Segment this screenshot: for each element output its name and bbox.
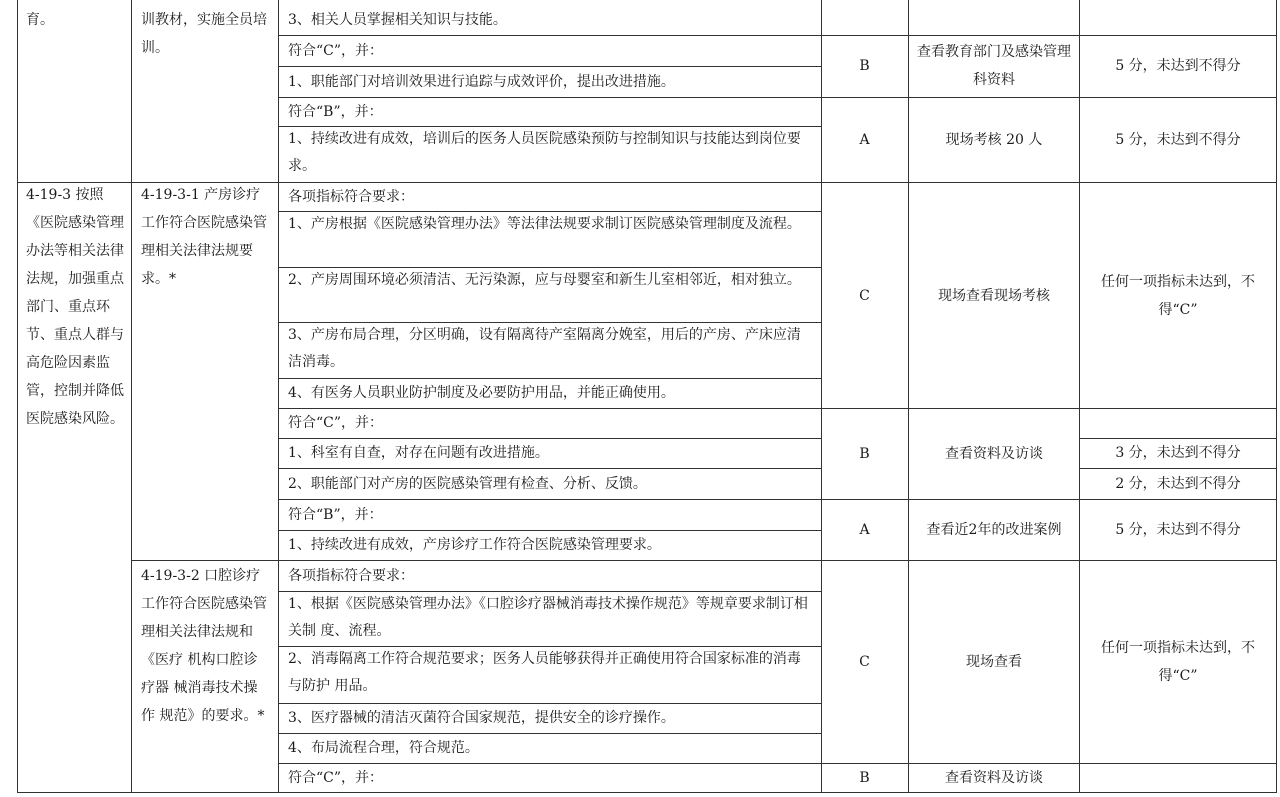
req-row: 1、产房根据《医院感染管理办法》等法律法规要求制订医院感染管理制度及流程。 xyxy=(288,216,801,232)
grid-line xyxy=(821,0,822,793)
score-cell: 任何一项指标未达到，不得“C” xyxy=(1101,640,1255,684)
grid-line xyxy=(17,0,18,793)
grid-line xyxy=(278,378,822,379)
score-cell: 5 分，未达到不得分 xyxy=(1115,131,1241,148)
grid-line xyxy=(278,646,822,647)
grade-cell: C xyxy=(859,654,870,670)
req-row: 4、布局流程合理，符合规范。 xyxy=(288,740,479,756)
req-row: 1、根据《医院感染管理办法》《口腔诊疗器械消毒技术操作规范》等规章要求制订相关制 度、流程。 xyxy=(288,596,808,639)
grid-line xyxy=(278,211,822,212)
method-cell: 查看资料及访谈 xyxy=(945,770,1043,786)
req-row: 各项指标符合要求： xyxy=(288,189,414,205)
grade-cell: C xyxy=(859,287,870,304)
grid-line xyxy=(278,322,822,323)
req-row: 符合“C”，并： xyxy=(288,42,384,59)
score-cell: 5 分，未达到不得分 xyxy=(1115,58,1241,74)
req-row: 1、持续改进有成效，产房诊疗工作符合医院感染管理要求。 xyxy=(288,537,661,553)
method-cell: 现场考核 20 人 xyxy=(945,131,1043,148)
req-row: 1、科室有自查，对存在问题有改进措施。 xyxy=(288,445,549,461)
method-cell: 现场查看 xyxy=(966,654,1022,670)
grid-line xyxy=(17,792,1277,793)
grid-line xyxy=(278,468,822,469)
grid-line xyxy=(278,530,822,531)
grid-line xyxy=(1079,438,1277,439)
grade-cell: A xyxy=(859,131,870,148)
grid-line xyxy=(278,35,1277,36)
req-row: 2、产房周围环境必须清洁、无污染源，应与母婴室和新生儿室相邻近，相对独立。 xyxy=(288,272,801,288)
grid-line xyxy=(131,560,1277,561)
req-row: 符合“C”，并： xyxy=(288,770,384,786)
grid-line xyxy=(1276,0,1277,793)
grid-line xyxy=(908,0,909,793)
req-row: 符合“C”，并： xyxy=(288,415,384,431)
section1-col2-text: 训教材，实施全员培训。 xyxy=(141,12,267,56)
grade-cell: B xyxy=(859,58,870,74)
grid-line xyxy=(278,97,1277,98)
req-row: 1、持续改进有成效，培训后的医务人员医院感染预防与控制知识与技能达到岗位要求。 xyxy=(288,131,801,174)
item1-col2-text: 4-19-3-1 产房诊疗工作符合医院感染管理相关法律法规要求。* xyxy=(141,187,267,287)
req-row: 1、职能部门对培训效果进行追踪与成效评价，提出改进措施。 xyxy=(288,73,675,90)
grid-line xyxy=(131,0,132,793)
method-cell: 现场查看现场考核 xyxy=(938,287,1050,304)
grid-line xyxy=(278,438,822,439)
grid-line xyxy=(278,763,1277,764)
req-row: 各项指标符合要求： xyxy=(288,568,414,584)
grid-line xyxy=(278,66,822,67)
req-row: 2、职能部门对产房的医院感染管理有检查、分析、反馈。 xyxy=(288,475,647,492)
req-row: 2、消毒隔离工作符合规范要求；医务人员能够获得并正确使用符合国家标准的消毒与防护 用品。 xyxy=(288,651,801,694)
grid-line xyxy=(278,126,822,127)
grid-line xyxy=(278,267,822,268)
item2-col2-text: 4-19-3-2 口腔诊疗工作符合医院感染管理相关法律法规和《医疗 机构口腔诊疗器 械消毒技术操作 规范》的要求。* xyxy=(141,568,267,724)
grid-line xyxy=(17,182,1277,183)
score-cell: 任何一项指标未达到，不得“C” xyxy=(1101,273,1255,318)
score-cell: 5 分，未达到不得分 xyxy=(1115,521,1241,538)
grid-line xyxy=(278,733,822,734)
grid-line xyxy=(278,499,1277,500)
score-cell: 2 分，未达到不得分 xyxy=(1115,475,1241,492)
grid-line xyxy=(278,703,822,704)
req-row: 3、医疗器械的清洁灭菌符合国家规范，提供安全的诊疗操作。 xyxy=(288,710,675,726)
grid-line xyxy=(278,408,1277,409)
req-row: 符合“B”，并： xyxy=(288,103,383,120)
grid-line xyxy=(278,591,822,592)
method-cell: 查看近2年的改进案例 xyxy=(926,521,1062,538)
req-row: 3、产房布局合理，分区明确，设有隔离待产室隔离分娩室，用后的产房、产床应清洁消毒。 xyxy=(288,327,801,370)
section2-col1-text: 4-19-3 按照《医院感染管理办法等相关法律法规，加强重点部门、重点环节、重点人群与高危险因素监管，控制并降低医院感染风险。 xyxy=(26,187,124,427)
grade-cell: B xyxy=(859,445,870,462)
method-cell: 查看资料及访谈 xyxy=(945,445,1043,462)
grid-line xyxy=(1079,0,1080,793)
req-row: 4、有医务人员职业防护制度及必要防护用品，并能正确使用。 xyxy=(288,385,675,401)
grid-line xyxy=(1079,468,1277,469)
req-row: 3、相关人员掌握相关知识与技能。 xyxy=(288,12,507,28)
grade-cell: B xyxy=(859,770,870,786)
section1-col1-text: 育。 xyxy=(26,12,54,28)
req-row: 符合“B”，并： xyxy=(288,506,383,523)
grid-line xyxy=(278,0,279,793)
grade-cell: A xyxy=(859,521,870,538)
method-cell: 查看教育部门及感染管理科资料 xyxy=(917,44,1071,88)
score-cell: 3 分，未达到不得分 xyxy=(1115,445,1241,461)
